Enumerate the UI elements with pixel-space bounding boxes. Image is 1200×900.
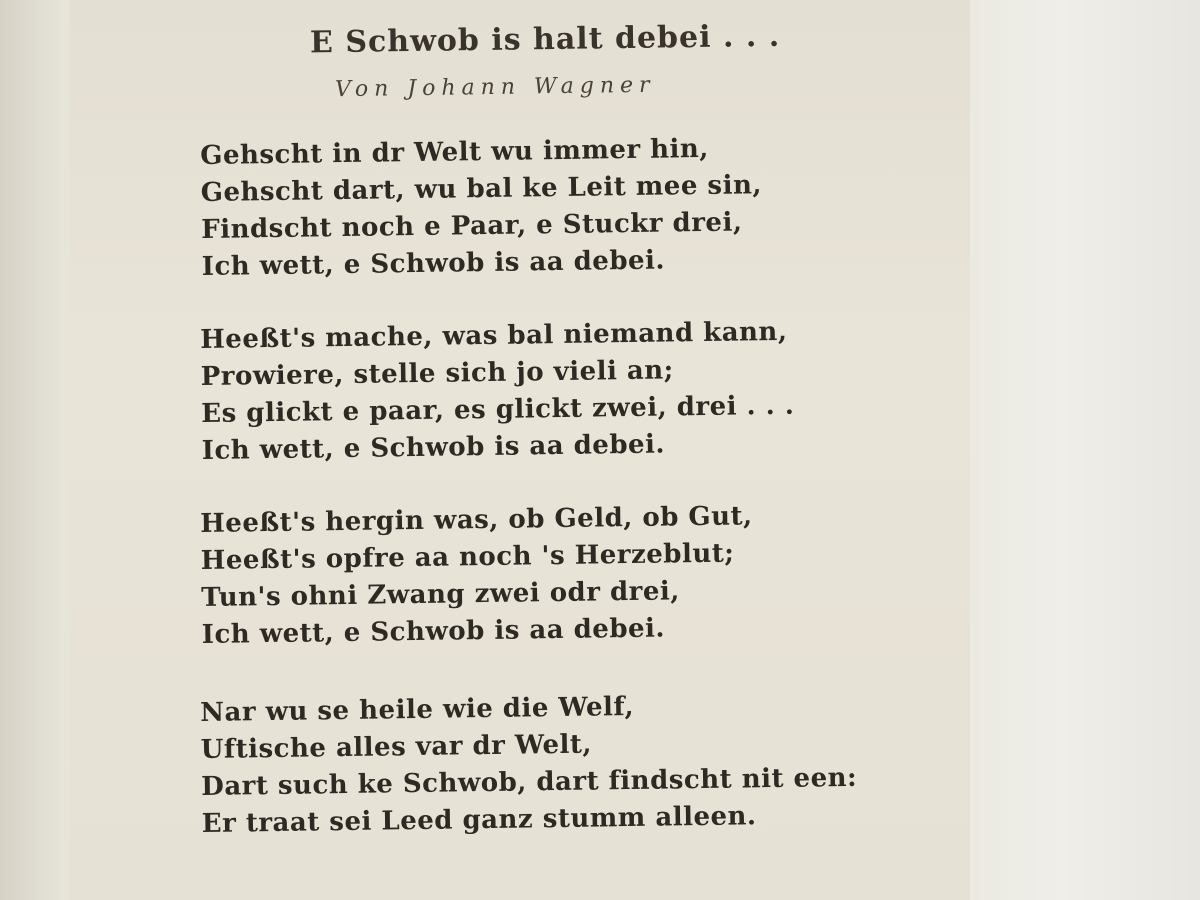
poem-line: Gehscht dart, wu bal ke Leit mee sin, [200,170,763,208]
poem-line: Uftische alles var dr Welt, [200,729,593,765]
poem-author: Von Johann Wagner [334,72,656,103]
poem-line: Es glickt e paar, es glickt zwei, drei . . . [201,390,795,429]
poem-line: Ich wett, e Schwob is aa debei. [201,429,666,466]
poem-line: Prowiere, stelle sich jo vieli an; [200,355,674,392]
poem-line: Tun's ohni Zwang zwei odr drei, [201,576,681,613]
poem-line: Gehscht in dr Welt wu immer hin, [200,133,710,171]
stanza-2 [200,312,922,470]
poem-line: Ich wett, e Schwob is aa debei. [201,613,666,650]
poem-line: Heeßt's opfre aa noch 's Herzeblut; [200,538,735,576]
poem-line: Heeßt's mache, was bal niemand kann, [200,316,788,355]
poem-line: Er traat sei Leed ganz stumm alleen. [201,801,757,839]
stanza-1 [200,128,922,286]
facing-page-shadow [970,0,1200,900]
stanza-4 [200,685,922,843]
poem-title: E Schwob is halt debei . . . [309,18,781,61]
poem-line: Nar wu se heile wie die Welf, [200,691,635,728]
poem-line: Findscht noch e Paar, e Stuckr drei, [201,207,743,245]
poem-line: Ich wett, e Schwob is aa debei. [201,245,666,282]
poem-line: Heeßt's hergin was, ob Geld, ob Gut, [200,501,753,539]
stanza-3 [200,496,922,654]
poem-line: Dart such ke Schwob, dart findscht nit een: [201,762,858,802]
